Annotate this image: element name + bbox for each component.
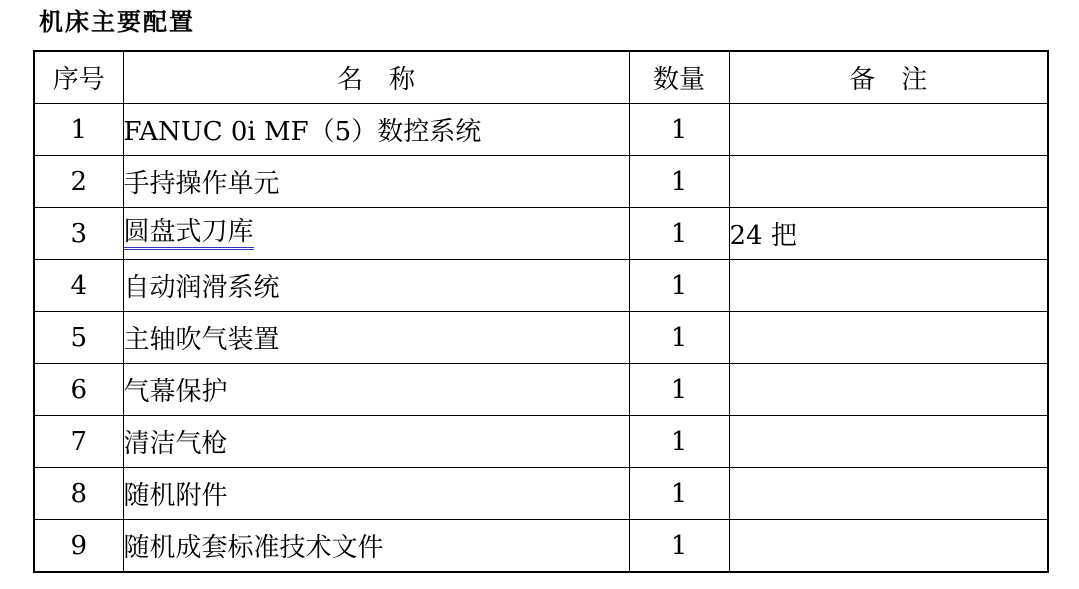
- table-row: [34, 416, 1048, 468]
- item-name-text: 自动润滑系统: [123, 273, 280, 303]
- item-name-text: 随机附件: [123, 481, 228, 511]
- cell-index: 1: [34, 104, 123, 156]
- cell-name: [123, 104, 629, 156]
- table-row: [34, 208, 1048, 260]
- column-header-remark: 备 注: [729, 51, 1048, 104]
- cell-index: 8: [34, 468, 123, 520]
- table-row: [34, 156, 1048, 208]
- cell-remark: [729, 104, 1048, 156]
- cell-quantity: 1: [629, 104, 729, 156]
- cell-quantity: 1: [629, 312, 729, 364]
- cell-index: 2: [34, 156, 123, 208]
- item-name-text: 手持操作单元: [123, 169, 280, 199]
- cell-name: [123, 208, 629, 260]
- item-name-text: 气幕保护: [123, 377, 228, 407]
- cell-index: 5: [34, 312, 123, 364]
- column-header-name: 名 称: [123, 51, 629, 104]
- cell-index: 3: [34, 208, 123, 260]
- column-header-index: 序号: [34, 51, 123, 104]
- table-row: [34, 260, 1048, 312]
- item-name-text: 主轴吹气装置: [123, 325, 280, 355]
- cell-index: 4: [34, 260, 123, 312]
- cell-name: [123, 364, 629, 416]
- item-name-text: FANUC 0i MF（5）数控系统: [123, 117, 482, 147]
- cell-quantity: 1: [629, 520, 729, 573]
- cell-remark: [729, 468, 1048, 520]
- machine-configuration-table: [33, 50, 1049, 573]
- cell-remark: [729, 416, 1048, 468]
- table-header-row: [34, 51, 1048, 104]
- cell-name: [123, 156, 629, 208]
- cell-quantity: 1: [629, 260, 729, 312]
- cell-remark: [729, 156, 1048, 208]
- item-name-text: 随机成套标准技术文件: [123, 533, 384, 563]
- table-row: [34, 104, 1048, 156]
- cell-name: [123, 520, 629, 573]
- item-name-text: 清洁气枪: [123, 429, 228, 459]
- cell-remark: 24 把: [729, 208, 1048, 260]
- cell-quantity: 1: [629, 468, 729, 520]
- cell-remark: [729, 312, 1048, 364]
- table-row: [34, 312, 1048, 364]
- page-title: 机床主要配置: [39, 7, 195, 36]
- cell-quantity: 1: [629, 156, 729, 208]
- table-row: [34, 364, 1048, 416]
- cell-remark: [729, 364, 1048, 416]
- cell-index: 7: [34, 416, 123, 468]
- cell-name: [123, 416, 629, 468]
- cell-index: 6: [34, 364, 123, 416]
- item-name-text: 圆盘式刀库: [124, 218, 254, 251]
- cell-name: [123, 312, 629, 364]
- table-row: [34, 468, 1048, 520]
- cell-remark: [729, 520, 1048, 573]
- cell-name: [123, 260, 629, 312]
- cell-index: 9: [34, 520, 123, 573]
- cell-quantity: 1: [629, 208, 729, 260]
- cell-remark: [729, 260, 1048, 312]
- table-row: [34, 520, 1048, 573]
- cell-quantity: 1: [629, 416, 729, 468]
- column-header-quantity: 数量: [629, 51, 729, 104]
- cell-name: [123, 468, 629, 520]
- cell-quantity: 1: [629, 364, 729, 416]
